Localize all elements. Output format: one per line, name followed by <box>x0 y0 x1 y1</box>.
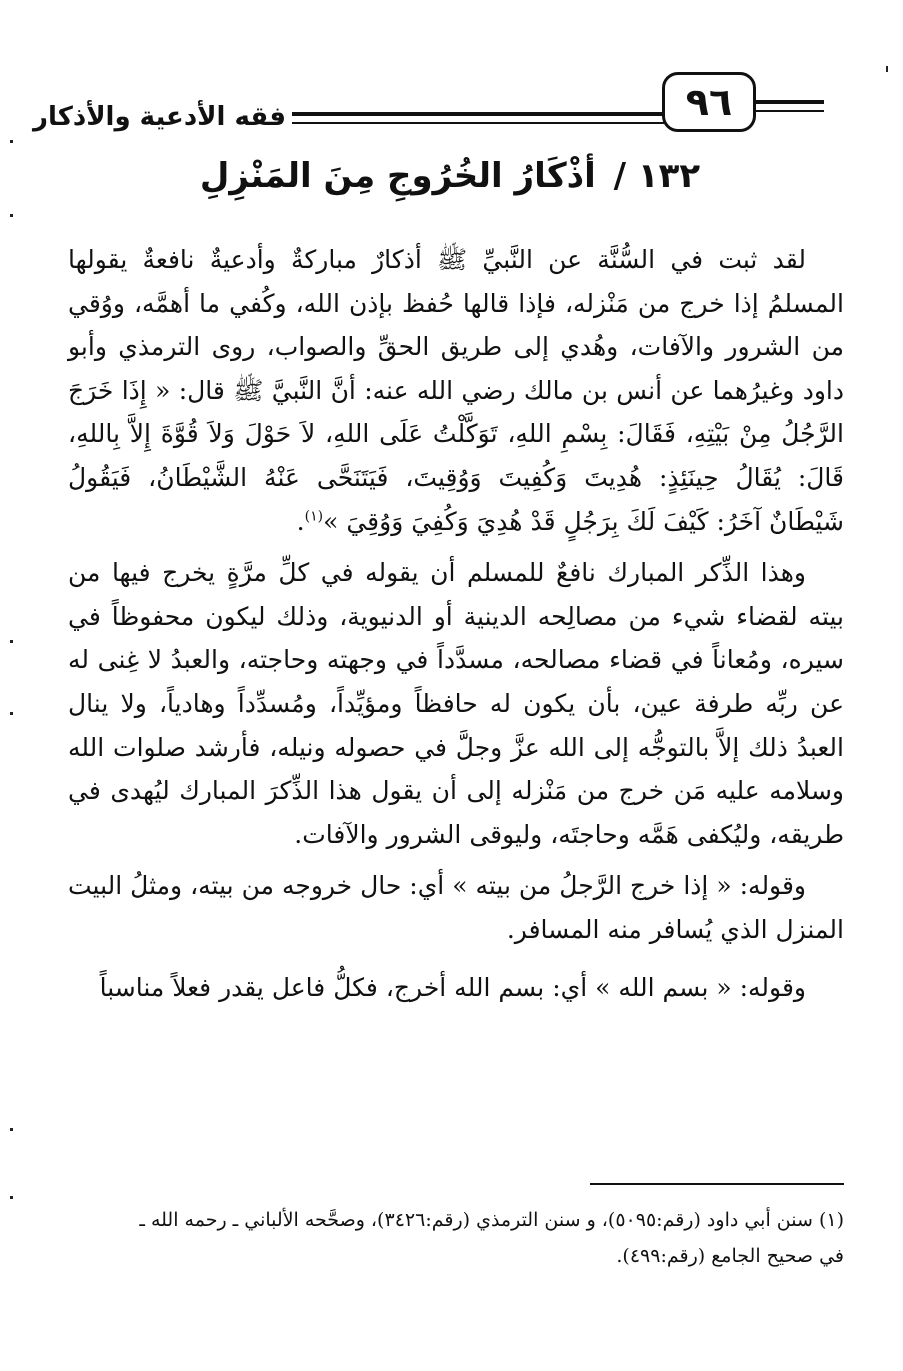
paragraph-1-end: . <box>296 506 305 536</box>
scan-mark <box>10 712 13 715</box>
paragraph-4: وقوله: « بسم الله » أي: بسم الله أخرج، فكلُّ فاعل يقدر فعلاً مناسباً <box>99 972 806 1002</box>
body-text <box>68 238 844 1017</box>
section-number: ١٣٢ / <box>613 156 701 196</box>
running-title: فقه الأدعية والأذكار <box>33 102 286 132</box>
scan-mark <box>10 140 13 143</box>
scan-mark <box>10 640 13 643</box>
section-heading <box>150 156 750 210</box>
scan-mark <box>10 214 13 217</box>
footnote-line-1: (١) سنن أبي داود (رقم:٥٠٩٥)، و سنن الترمذي (رقم:٣٤٢٦)، وصحَّحه الألباني ـ رحمه الله ـ <box>139 1209 844 1231</box>
page-number: ٩٦ <box>662 72 756 132</box>
page-header <box>34 72 824 142</box>
footnote-ref: (١) <box>304 508 324 525</box>
footnote-separator <box>590 1183 844 1185</box>
scan-mark <box>886 66 888 72</box>
paragraph-2: وهذا الذِّكر المبارك نافعٌ للمسلم أن يقوله في كلِّ مرَّةٍ يخرج فيها من بيته لقضاء شيء من مصالِحه الدينية أو الدنيوية، وذلك ليكون محفوظاً في سيره، ومُعاناً في قضاء مصالحه، مسدَّداً في وجهته وحاجته، والعبدُ لا غِنى له عن ربِّه طرفة عين، بأن يكون له حافظاً ومؤيِّداً، ومُسدِّداً وهادياً، ولا ينال العبدُ ذلك إلاَّ بالتوجُّه إلى الله عزَّ وجلَّ في حصوله ونيله، فأرشد صلوات الله وسلامه عليه مَن خرج من مَنْزله إلى أن يقول هذا الذِّكرَ المبارك ليُهدى في طريقه، وليُكفى هَمَّه وحاجتَه، وليوقى الشرور والآفات. <box>68 558 844 849</box>
scan-mark <box>10 1196 13 1199</box>
section-title: أذْكَارُ الخُرُوجِ مِنَ المَنْزِلِ <box>199 156 596 196</box>
paragraph-1 <box>68 238 844 543</box>
header-rule-left <box>292 112 664 124</box>
scan-mark <box>10 1128 13 1131</box>
header-rule-right <box>756 100 824 112</box>
footnote <box>68 1202 844 1274</box>
paragraph-1-text: لقد ثبت في السُّنَّة عن النَّبيِّ ﷺ أذكارٌ مباركةٌ وأدعيةٌ نافعةٌ يقولها المسلمُ إذا خرج من مَنْزله، فإذا قالها حُفظ بإذن الله، وكُفي ما أهمَّه، ووُقي من الشرور والآفات، وهُدي إلى طريق الحقِّ والصواب، روى الترمذي وأبو داود وغيرُهما عن أنس بن مالك رضي الله عنه: أنَّ النَّبيَّ ﷺ قال: « إِذَا خَرَجَ الرَّجُلُ مِنْ بَيْتِهِ، فَقَالَ: بِسْمِ اللهِ، تَوَكَّلْتُ عَلَى اللهِ، لاَ حَوْلَ وَلاَ قُوَّةَ إِلاَّ بِاللهِ، قَالَ: يُقَالُ حِينَئِذٍ: هُدِيتَ وَكُفِيتَ وَوُقِيتَ، فَيَتَنَحَّى عَنْهُ الشَّيْطَانُ، فَيَقُولُ شَيْطَانٌ آخَرُ: كَيْفَ لَكَ بِرَجُلٍ قَدْ هُدِيَ وَكُفِيَ وَوُقِيَ » <box>68 245 844 536</box>
paragraph-3: وقوله: « إذا خرج الرَّجلُ من بيته » أي: حال خروجه من بيته، ومثلُ البيت المنزل الذي يُسافر منه المسافر. <box>68 871 844 944</box>
footnote-line-2: في صحيح الجامع (رقم:٤٩٩). <box>616 1245 844 1267</box>
